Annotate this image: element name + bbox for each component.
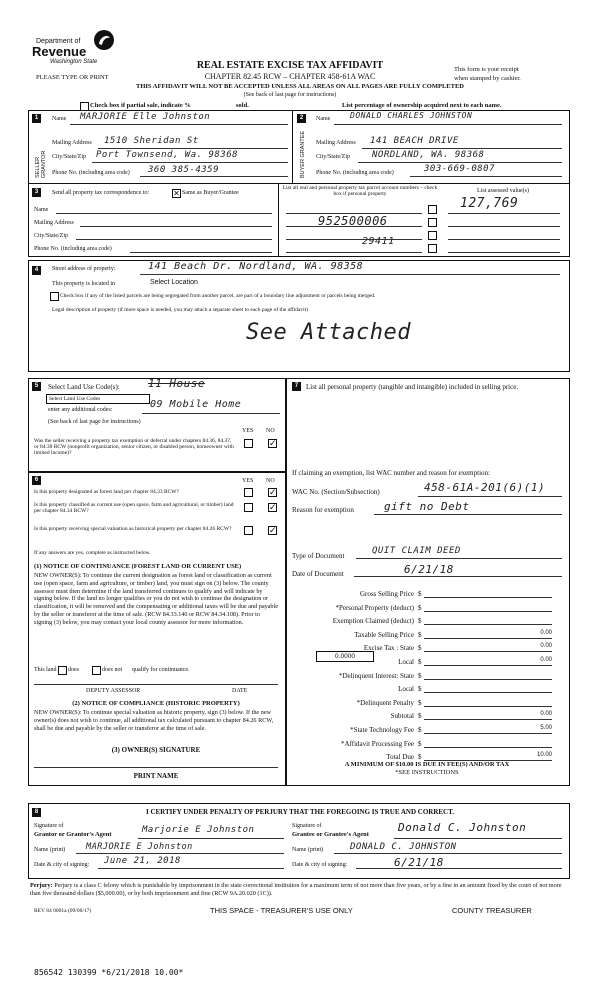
sec6-q2-no[interactable]: ✓ bbox=[269, 502, 277, 512]
section-6 bbox=[28, 472, 286, 786]
grantee-date-label: Date & city of signing: bbox=[292, 862, 348, 868]
grantee-print-name: DONALD C. JOHNSTON bbox=[350, 842, 457, 852]
minimum-notice: A MINIMUM OF $10.00 IS DUE IN FEE(S) AND/OR TAX bbox=[344, 761, 510, 768]
corr-city-label: City/State/Zip bbox=[34, 233, 68, 239]
sec6-q3-yes[interactable] bbox=[244, 526, 253, 535]
grantor-print-label: Name (print) bbox=[34, 847, 66, 853]
notice2-body: NEW OWNER(S): To continue special valuation as historic property, sign (3) below. If the new owner(s) does not wish to continue, all additional tax calculated pursuant to chapter 84.26 RCW, shall be due and payable by the seller or transferor at the time of sale. bbox=[34, 709, 274, 732]
partial-sale-sold: sold. bbox=[236, 102, 249, 109]
buyer-phone: 303-669-0807 bbox=[424, 164, 496, 174]
seller-phone-label: Phone No. (including area code) bbox=[52, 170, 130, 176]
sec6-q1: Is this property designated as forest land per chapter 84.33 RCW? bbox=[34, 489, 179, 495]
sec5-q1-yes[interactable] bbox=[244, 439, 253, 448]
tax-row-dollar: $ bbox=[418, 630, 422, 639]
local-rate-box: 0.0000 bbox=[316, 651, 374, 662]
tax-row-dollar: $ bbox=[418, 739, 422, 748]
tax-row-label: Total Due bbox=[386, 753, 414, 762]
assessed-value: 127,769 bbox=[460, 196, 519, 211]
wac-label: WAC No. (Section/Subsection) bbox=[292, 488, 380, 496]
same-as-buyer-label: Same as Buyer/Grantee bbox=[182, 190, 239, 196]
grantor-signature: Marjorie E Johnston bbox=[142, 825, 255, 835]
legal-desc-label: Legal description of property (if more space is needed, you may attach a separate sheet to each page of the affidavit) bbox=[52, 307, 308, 313]
list-pct-label: List percentage of ownership acquired next to each name. bbox=[342, 102, 502, 109]
section-4 bbox=[28, 260, 570, 372]
tax-row-value[interactable]: 0.00 bbox=[540, 711, 552, 718]
buyer-name-label: Name bbox=[316, 116, 331, 122]
section-2-number: 2 bbox=[297, 114, 306, 123]
send-correspondence-label: Send all property tax correspondence to: bbox=[52, 190, 150, 196]
section-6-number: 6 bbox=[32, 476, 41, 485]
dor-logo bbox=[30, 28, 120, 70]
notice1-title: (1) NOTICE OF CONTINUANCE (FOREST LAND OR CURRENT USE) bbox=[34, 563, 242, 570]
seller-name-label: Name bbox=[52, 116, 67, 122]
tax-row-dollar: $ bbox=[418, 753, 422, 762]
buyer-city-label: City/State/Zip bbox=[316, 154, 350, 160]
certify-statement: I CERTIFY UNDER PENALTY OF PERJURY THAT THE FOREGOING IS TRUE AND CORRECT. bbox=[145, 808, 454, 816]
see-instructions: *SEE INSTRUCTIONS bbox=[395, 769, 459, 776]
buyer-addr: 141 BEACH DRIVE bbox=[370, 136, 459, 146]
grantee-signature: Donald C. Johnston bbox=[398, 821, 527, 834]
tax-row-label: Exemption Claimed (deduct) bbox=[332, 617, 414, 626]
grantor-date: June 21, 2018 bbox=[104, 856, 181, 866]
section-4-number: 4 bbox=[32, 266, 41, 275]
section-1-number: 1 bbox=[32, 114, 41, 123]
dor-logo-icon bbox=[92, 28, 116, 52]
corr-phone-label: Phone No. (including area code) bbox=[34, 246, 112, 252]
seller-addr: 1510 Sheridan St bbox=[104, 136, 199, 146]
sec6-q1-no[interactable]: ✓ bbox=[269, 487, 277, 497]
grantee-date: 6/21/18 bbox=[394, 856, 444, 869]
exemption-label: If claiming an exemption, list WAC number and reason for exemption: bbox=[292, 469, 490, 477]
parcel-personal-checkbox-3[interactable] bbox=[428, 231, 437, 240]
buyer-name: DONALD CHARLES JOHNSTON bbox=[350, 111, 473, 120]
land-use-select[interactable]: Select Land Use Codes bbox=[46, 394, 150, 404]
land-does-label: does bbox=[68, 667, 79, 673]
tax-row-value[interactable]: 10.00 bbox=[536, 752, 552, 759]
dept-line3: Washington State bbox=[50, 59, 98, 65]
buyer-addr-label: Mailing Address bbox=[316, 140, 356, 146]
tax-row-label: Taxable Selling Price bbox=[354, 630, 414, 639]
doc-type-label: Type of Document bbox=[292, 552, 345, 560]
tax-row-dollar: $ bbox=[418, 685, 422, 694]
corr-name-label: Name bbox=[34, 207, 49, 213]
street-address: 141 Beach Dr. Nordland, WA. 98358 bbox=[148, 261, 364, 272]
sec6-q2: Is this property classified as current use (open space, farm and agricultural, or timber) land per chapter 84.34 RCW? bbox=[34, 502, 234, 514]
corr-addr-label: Mailing Address bbox=[34, 220, 74, 226]
tax-row-value[interactable]: 0.00 bbox=[540, 643, 552, 650]
sec5-yes-head: YES bbox=[242, 428, 254, 434]
located-label: This property is located in bbox=[52, 281, 115, 287]
parcel-personal-checkbox-2[interactable] bbox=[428, 218, 437, 227]
section-3-number: 3 bbox=[32, 188, 41, 197]
wac-number: 458-61A-201(6)(1) bbox=[424, 481, 546, 494]
date-label: DATE bbox=[232, 688, 248, 694]
tax-row-label: Subtotal bbox=[390, 712, 414, 721]
sec5-no-head: NO bbox=[266, 428, 275, 434]
county-treasurer: COUNTY TREASURER bbox=[452, 906, 532, 915]
section-5 bbox=[28, 378, 286, 472]
grantor-date-label: Date & city of signing: bbox=[34, 862, 90, 868]
tax-row-label: Local bbox=[398, 658, 414, 666]
grantor-sig-label1: Signature of bbox=[34, 823, 64, 829]
tax-row-label: *Personal Property (deduct) bbox=[335, 603, 414, 612]
grantor-sig-label2: Grantor or Grantor's Agent bbox=[34, 831, 112, 838]
sec6-q3-no[interactable]: ✓ bbox=[269, 525, 277, 535]
segregated-label: Check box if any of the listed parcels are being segregated from another parcel, are part of a boundary line adjustment or parcels being merged. bbox=[60, 293, 376, 299]
treasurer-only: THIS SPACE - TREASURER'S USE ONLY bbox=[210, 906, 353, 915]
tax-row-dollar: $ bbox=[418, 726, 422, 734]
sec6-q2-yes[interactable] bbox=[244, 503, 253, 512]
tax-row-dollar: $ bbox=[418, 712, 422, 721]
grantee-print-label: Name (print) bbox=[292, 847, 324, 853]
tax-row-dollar: $ bbox=[418, 658, 422, 666]
land-use-handwritten: 11 House bbox=[148, 377, 205, 390]
owner-signature-label: (3) OWNER(S) SIGNATURE bbox=[111, 746, 201, 754]
tax-row-dollar: $ bbox=[418, 590, 422, 598]
tax-row-label: Local bbox=[398, 685, 414, 694]
tax-row-label: *Delinquent Interest: State bbox=[338, 671, 414, 680]
print-name-label: PRINT NAME bbox=[133, 772, 179, 780]
land-use-see-back: (See back of last page for instructions) bbox=[48, 419, 141, 425]
sec6-q3: Is this property receiving special valuation as historical property per chapter 84.26 RCW? bbox=[34, 526, 232, 532]
doc-date: 6/21/18 bbox=[404, 563, 454, 576]
seller-name: MARJORIE Elle Johnston bbox=[80, 112, 211, 122]
receipt-line2: when stamped by cashier. bbox=[454, 75, 521, 82]
form-chapter: CHAPTER 82.45 RCW – CHAPTER 458-61A WAC bbox=[204, 72, 376, 81]
treasurer-stamp: 856542 130399 *6/21/2018 10.00* bbox=[34, 968, 184, 977]
grantor-print-name: MARJORIE E Johnston bbox=[86, 842, 193, 852]
section-5-number: 5 bbox=[32, 382, 41, 391]
buyer-phone-label: Phone No. (including area code) bbox=[316, 170, 394, 176]
dept-line1: Department of bbox=[36, 38, 81, 45]
location-select[interactable]: Select Location bbox=[150, 279, 198, 286]
street-label: Street address of property: bbox=[52, 266, 116, 272]
this-land-label: This land bbox=[34, 667, 57, 673]
parcel-header: List all real and personal property tax parcel account numbers – check box if personal property bbox=[282, 185, 438, 197]
seller-phone: 360 385-4359 bbox=[148, 165, 220, 175]
tax-row-value[interactable]: 0.00 bbox=[540, 657, 552, 663]
seller-side-label: SELLER GRANTOR bbox=[35, 150, 47, 178]
sec5-q1-no[interactable]: ✓ bbox=[269, 438, 277, 448]
sec6-no-head: NO bbox=[266, 478, 275, 484]
seller-addr-label: Mailing Address bbox=[52, 140, 92, 146]
partial-sale-label: Check box if partial sale, indicate % bbox=[90, 102, 191, 109]
qualify-label: qualify for continuance. bbox=[132, 667, 190, 673]
section-7-number: 7 bbox=[292, 382, 301, 391]
additional-codes-label: enter any additional codes: bbox=[48, 407, 113, 413]
buyer-side-label: BUYER GRANTEE bbox=[300, 130, 306, 178]
seller-city-label: City/State/Zip bbox=[52, 154, 86, 160]
doc-date-label: Date of Document bbox=[292, 570, 344, 578]
buyer-city: NORDLAND, WA. 98368 bbox=[372, 150, 485, 160]
perjury-label: Perjury: bbox=[30, 882, 53, 889]
additional-codes-handwritten: 09 Mobile Home bbox=[150, 399, 242, 410]
section-8-number: 8 bbox=[32, 808, 41, 817]
please-type: PLEASE TYPE OR PRINT bbox=[36, 74, 109, 81]
tax-row-label: *Delinquent Penalty bbox=[356, 698, 414, 707]
tax-row-label: Gross Selling Price bbox=[359, 590, 414, 598]
form-title: REAL ESTATE EXCISE TAX AFFIDAVIT bbox=[196, 60, 384, 71]
tax-row-dollar: $ bbox=[418, 644, 422, 653]
segregated-checkbox[interactable] bbox=[50, 292, 59, 301]
tax-row-dollar: $ bbox=[418, 671, 422, 680]
grantee-sig-label2: Grantee or Grantee's Agent bbox=[292, 831, 369, 838]
sec6-q1-yes[interactable] bbox=[244, 488, 253, 497]
receipt-line1: This form is your receipt bbox=[454, 66, 519, 73]
tax-row-value[interactable]: 5.00 bbox=[540, 725, 552, 731]
seller-city: Port Townsend, Wa. 98368 bbox=[96, 150, 239, 160]
section-divider-1-2 bbox=[292, 110, 293, 183]
tax-row-label: *State Technology Fee bbox=[350, 726, 414, 734]
notice1-body: NEW OWNER(S): To continue the current designation as forest land or classification as current use (open space, farm and agriculture, or timber) land, you must sign on (3) below. The county assessor must then determine if the land transferred continues to qualify and will indicate by signing below. If the land no longer qualifies or you do not wish to continue the designation or classification, it will be removed and the compensating or additional taxes will be due and payable by the seller or transferor at the time of sale. (RCW 84.33.140 or RCW 84.34.108). Prior to signing (3) below, you may contact your local county assessor for more information. bbox=[34, 572, 278, 626]
see-attached: See Attached bbox=[246, 320, 411, 345]
tax-row-dollar: $ bbox=[418, 698, 422, 707]
tax-row-label: Excise Tax : State bbox=[363, 644, 414, 653]
parcel-2: 29411 bbox=[362, 236, 395, 247]
perjury-text: Perjury is a class C felony which is punishable by imprisonment in the state correctional institution for a maximum term of not more than five years, or by a fine in an amount fixed by the court of not more than five thousand dollars ($5,000.00), or by both imprisonment and fine (RCW 9A.20.020 (1C)). bbox=[30, 882, 562, 897]
sec6-yes-head: YES bbox=[242, 478, 254, 484]
perjury-notice bbox=[30, 882, 570, 898]
tax-row-value[interactable]: 0.00 bbox=[540, 629, 552, 636]
parcel-personal-checkbox-4[interactable] bbox=[428, 244, 437, 253]
notice2-title: (2) NOTICE OF COMPLIANCE (HISTORIC PROPERTY) bbox=[72, 700, 240, 707]
tax-row-dollar: $ bbox=[418, 617, 422, 626]
exemption-reason: gift no Debt bbox=[384, 500, 470, 513]
parcel-personal-checkbox-1[interactable] bbox=[428, 205, 437, 214]
land-does-not-label: does not bbox=[102, 667, 123, 673]
rev-number: REV 84 0001a (09/06/17) bbox=[34, 908, 92, 914]
reason-label: Reason for exemption bbox=[292, 506, 354, 514]
deputy-assessor-label: DEPUTY ASSESSOR bbox=[86, 688, 141, 694]
land-does-checkbox[interactable] bbox=[58, 666, 67, 675]
tax-row-label: *Affidavit Processing Fee bbox=[341, 739, 414, 748]
doc-type: QUIT CLAIM DEED bbox=[372, 546, 461, 556]
sec6-if-yes: If any answers are yes, complete as instructed below. bbox=[34, 550, 151, 556]
same-as-buyer-checkbox[interactable]: ✕ bbox=[173, 189, 180, 198]
land-use-label: Select Land Use Code(s): bbox=[48, 383, 120, 391]
form-warning: THIS AFFIDAVIT WILL NOT BE ACCEPTED UNLESS ALL AREAS ON ALL PAGES ARE FULLY COMPLETED bbox=[136, 83, 464, 90]
parcel-1: 952500006 bbox=[318, 214, 388, 228]
grantee-sig-label1: Signature of bbox=[292, 823, 322, 829]
form-see-back: (See back of last page for instructions) bbox=[243, 92, 337, 98]
list-personal-label: List all personal property (tangible and intangible) included in selling price. bbox=[306, 383, 519, 391]
tax-row-dollar: $ bbox=[418, 603, 422, 612]
sec5-q1: Was the seller receiving a property tax exemption or deferral under chapters 84.36, 84.37, or 84.38 RCW (nonprofit organization, senior citizen, or disabled person, homeowner with limited income)? bbox=[34, 438, 234, 456]
land-does-not-checkbox[interactable] bbox=[92, 666, 101, 675]
dept-line2: Revenue bbox=[32, 44, 87, 59]
assessed-header: List assessed value(s) bbox=[477, 188, 529, 194]
